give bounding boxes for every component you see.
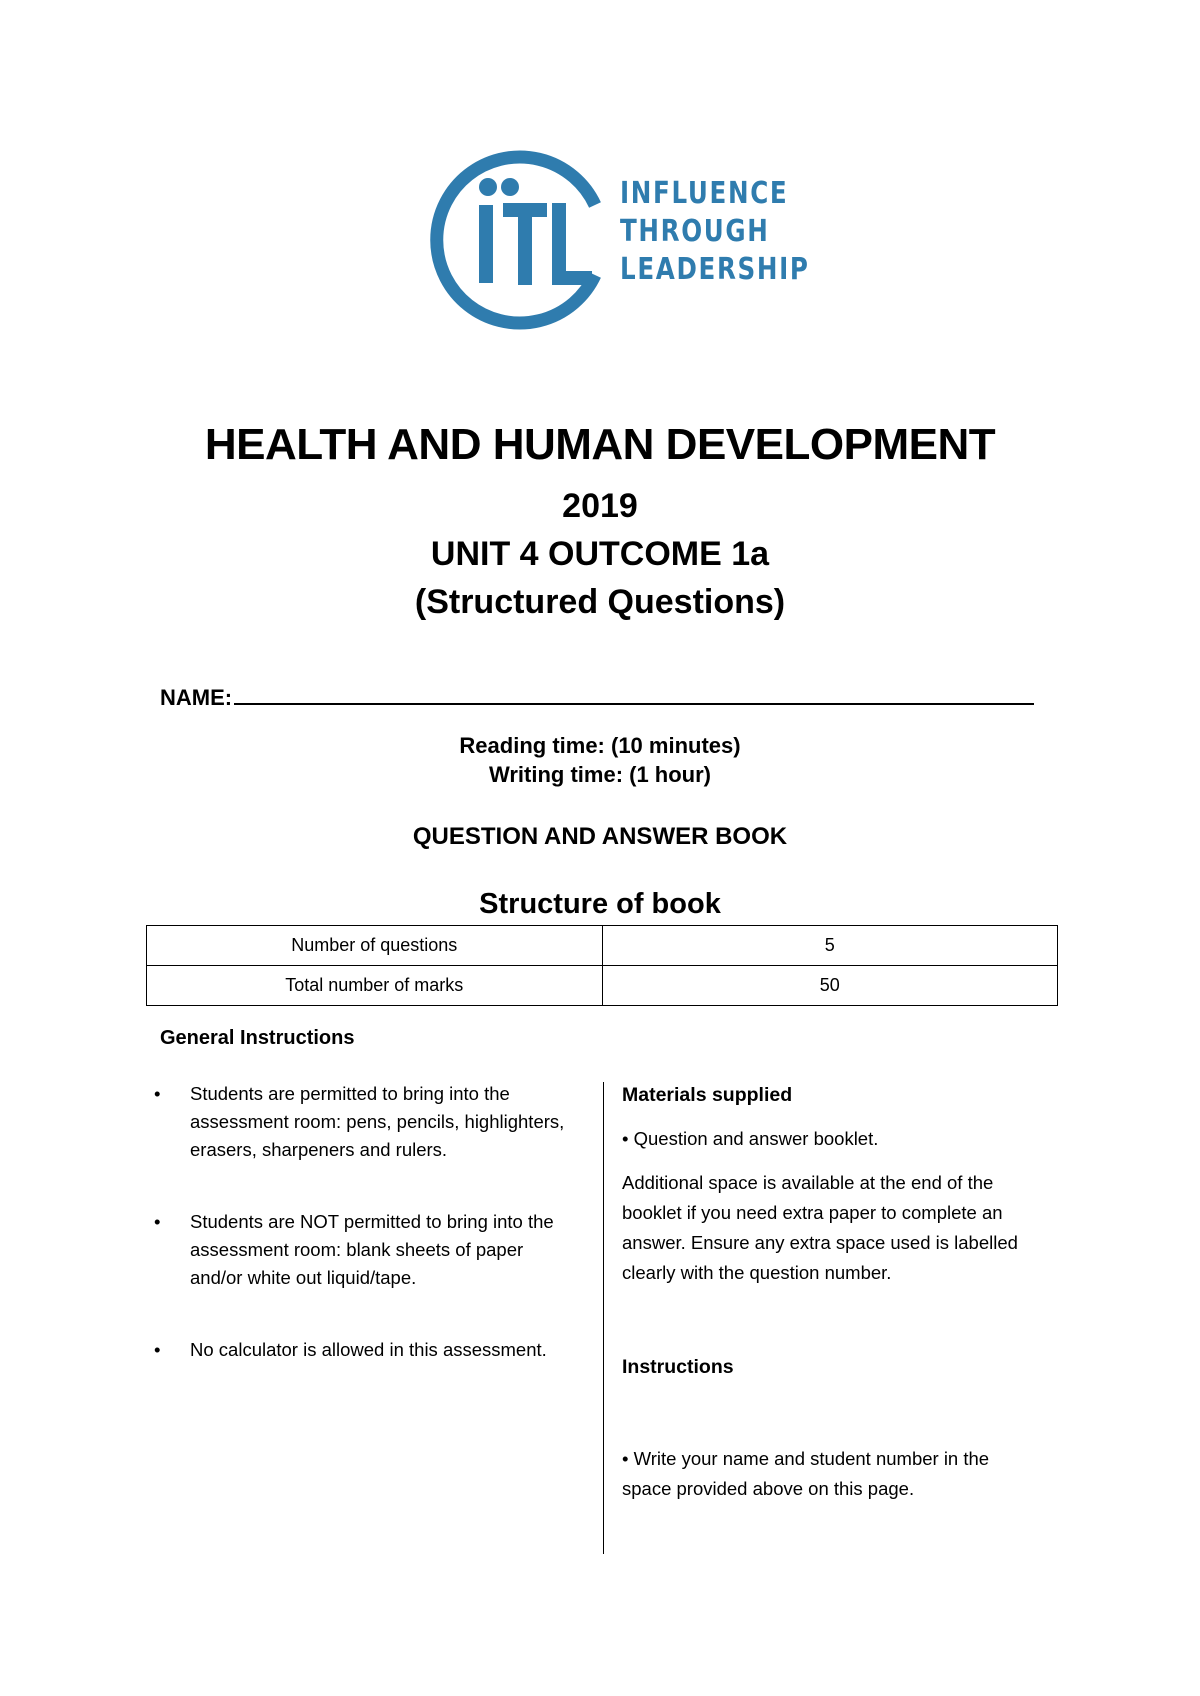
list-item [150,1336,570,1364]
document-subtitle: (Structured Questions) [414,583,786,621]
table-cell-value: 50 [602,966,1058,1006]
structure-table [146,925,1058,1006]
name-field[interactable] [160,683,1050,711]
instructions-heading: Instructions [622,1356,734,1378]
itl-logo [425,145,810,335]
structure-title: Structure of book [479,888,721,920]
instructions-bullet: • Write your name and student number in the space provided above on this page. [622,1448,990,1499]
list-item [150,1208,570,1292]
writing-time: Writing time: (1 hour) [488,762,712,787]
table-cell-label: Total number of marks [147,966,603,1006]
column-divider [603,1082,604,1554]
table-cell-label: Number of questions [147,926,603,966]
document-unit: UNIT 4 OUTCOME 1a [430,535,770,573]
list-item-text: Students are NOT permitted to bring into the assessment room: blank sheets of paper and/or white out liquid/tape. [190,1211,554,1288]
name-label: NAME: [160,685,233,710]
name-underline[interactable] [234,683,1034,705]
materials-and-instructions [622,1080,1042,1504]
bullet-icon: • [154,1083,161,1104]
list-item-text: Students are permitted to bring into the assessment room: pens, pencils, highlighters, erasers, sharpeners and rulers. [190,1083,565,1160]
general-instructions-heading: General Instructions [160,1027,355,1049]
list-item [150,1080,570,1164]
book-heading: QUESTION AND ANSWER BOOK [412,823,788,850]
materials-note: Additional space is available at the end of the booklet if you need extra paper to complete an answer. Ensure any extra space used is labelled clearly with the question number. [622,1172,1018,1283]
materials-heading: Materials supplied [622,1084,793,1106]
logo-line-3: LEADERSHIP [620,252,810,287]
logo-line-1: INFLUENCE [620,176,789,211]
logo-line-2: THROUGH [620,214,770,249]
document-title: HEALTH AND HUMAN DEVELOPMENT [204,420,996,469]
document-year: 2019 [562,487,638,525]
general-instructions-list [150,1080,570,1364]
materials-bullet: • Question and answer booklet. [622,1128,879,1149]
table-row [147,966,1058,1006]
table-row [147,926,1058,966]
list-item-text: No calculator is allowed in this assessment. [190,1339,547,1360]
reading-time: Reading time: (10 minutes) [459,733,741,758]
table-cell-value: 5 [602,926,1058,966]
bullet-icon: • [154,1339,161,1360]
bullet-icon: • [154,1211,161,1232]
